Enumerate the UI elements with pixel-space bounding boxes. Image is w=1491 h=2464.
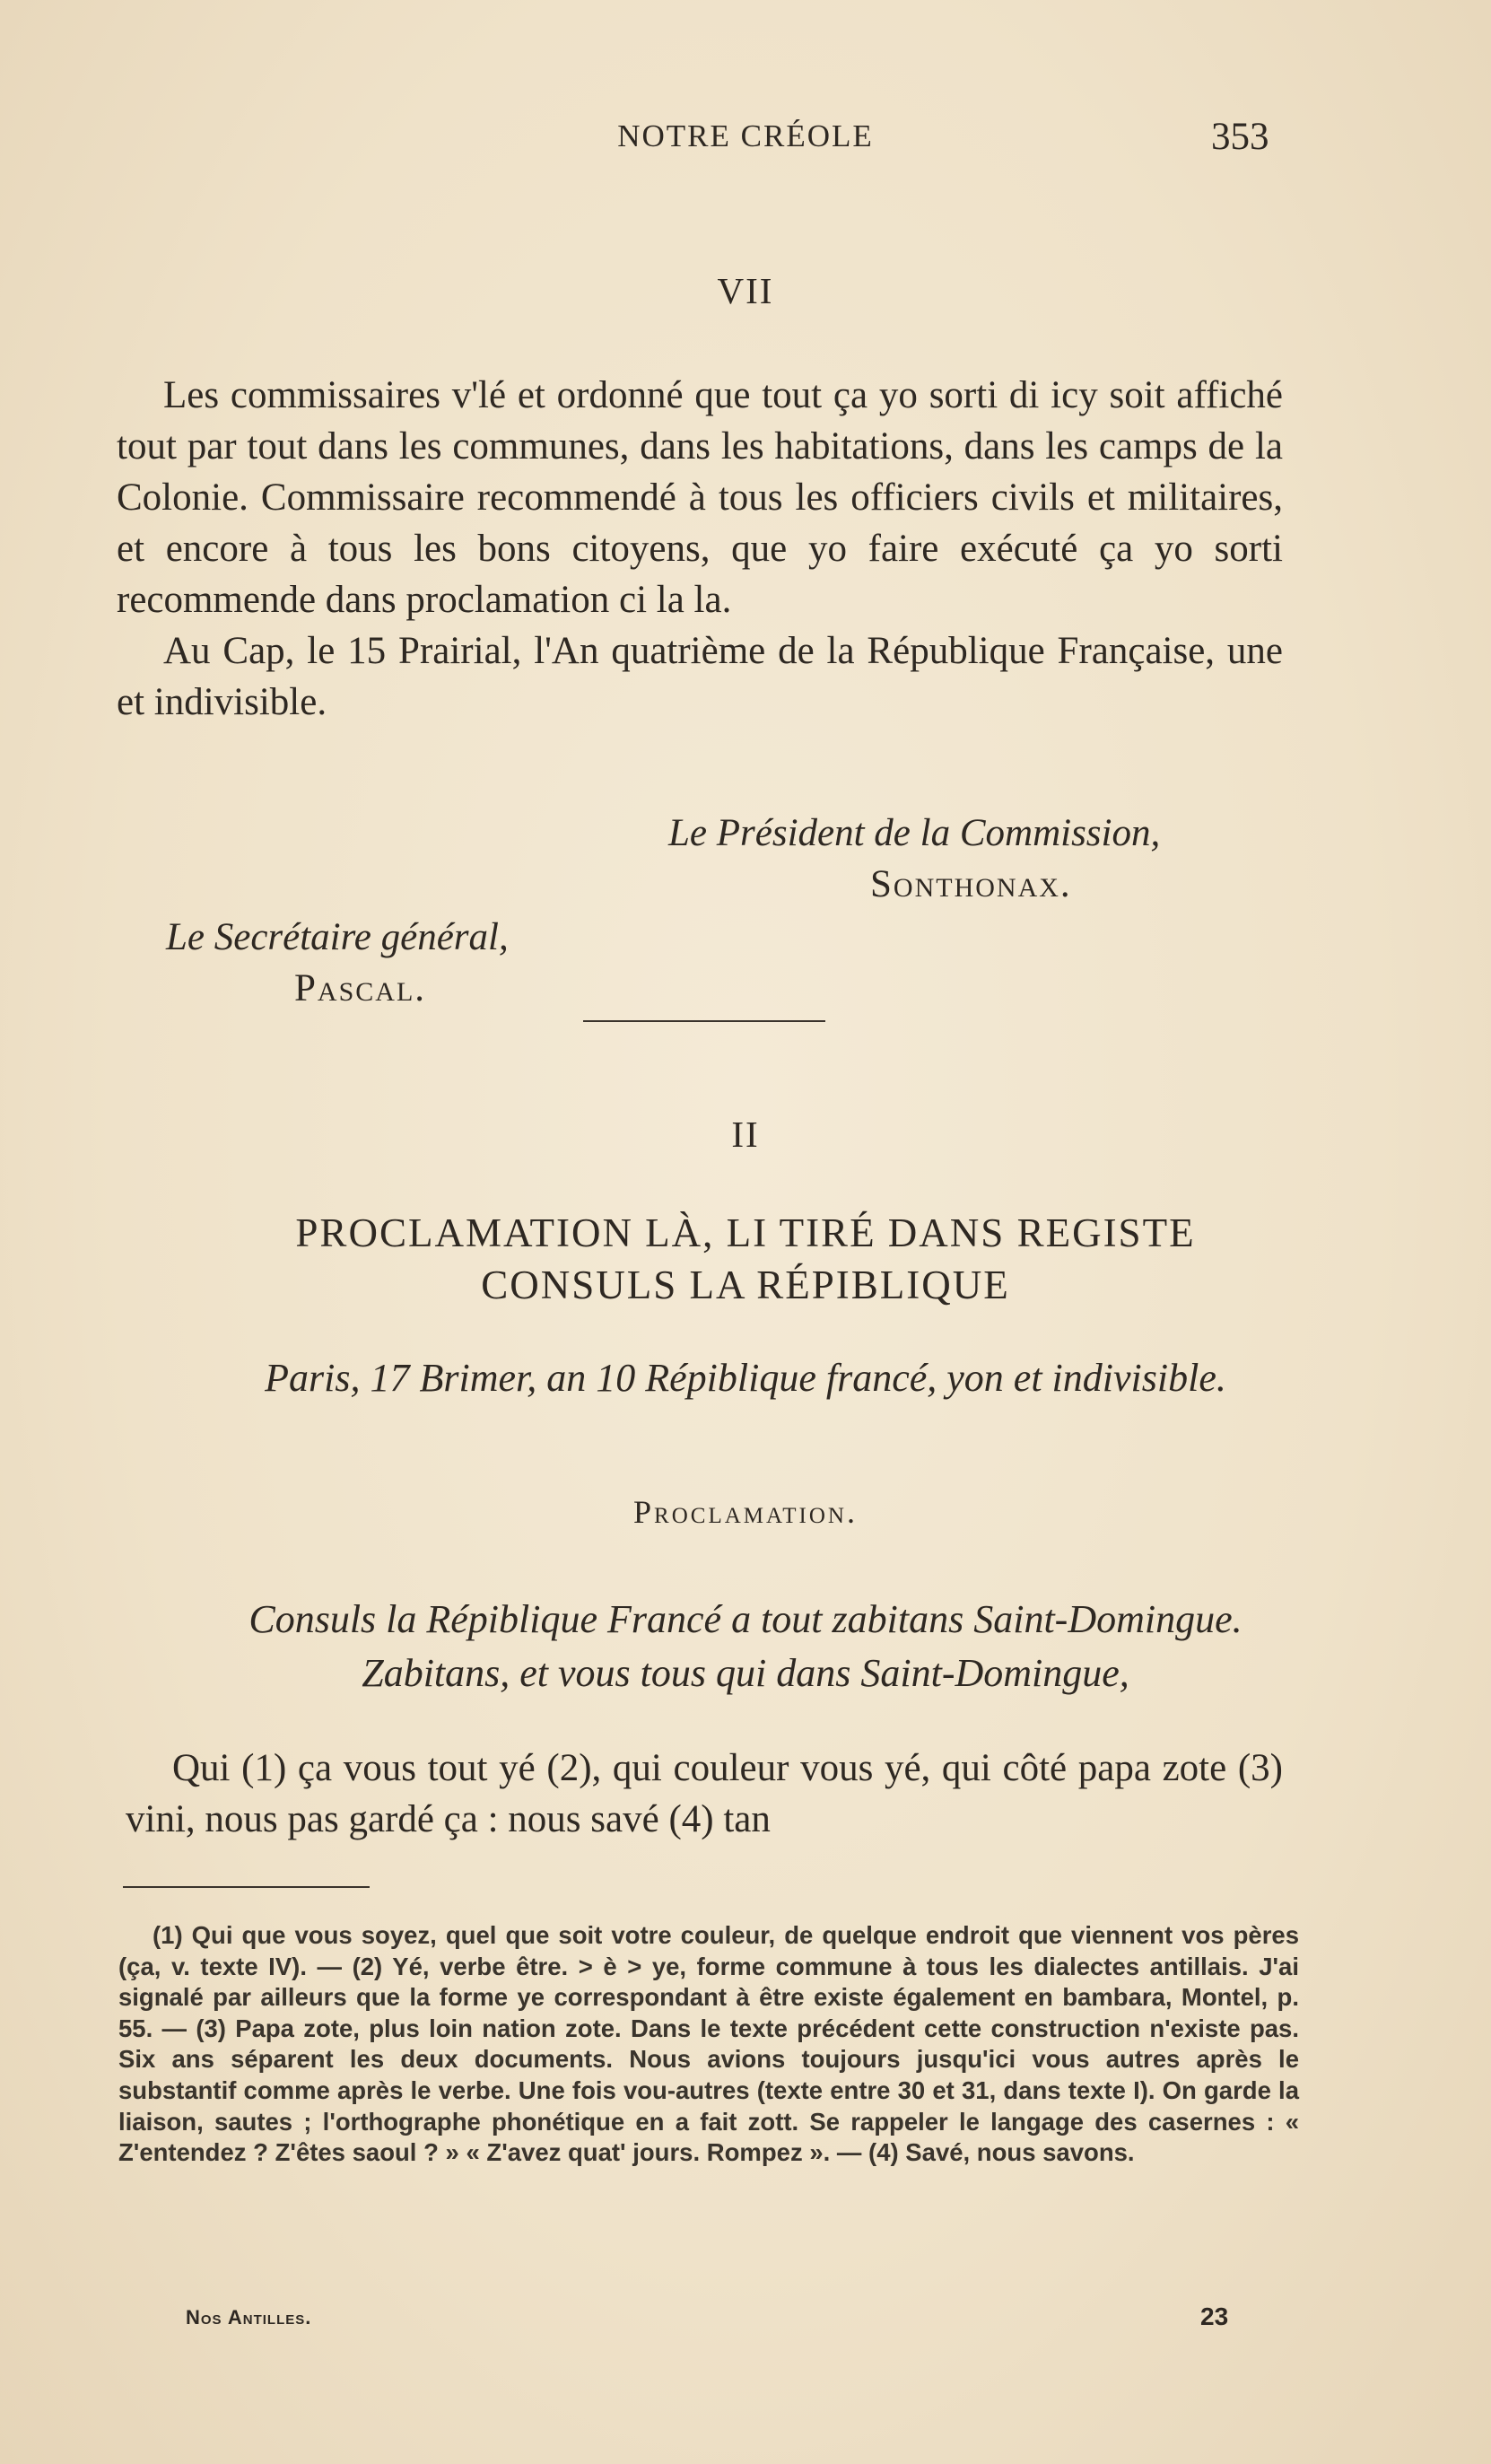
proclamation-heading <box>0 1207 1491 1311</box>
address-line-2: Zabitans, et vous tous qui dans Saint-Domingue, <box>362 1651 1129 1695</box>
running-head <box>0 115 1491 160</box>
secretary-signature <box>166 912 704 1014</box>
address <box>0 1593 1491 1700</box>
proclamation-label: Proclamation. <box>633 1494 858 1530</box>
address-line-1: Consuls la Répiblique Francé a tout zabitans Saint-Domingue. <box>248 1597 1242 1641</box>
section-divider <box>583 1020 825 1022</box>
printer-signature-right: 23 <box>1200 2302 1229 2330</box>
printer-signature-left: Nos Antilles. <box>186 2306 312 2329</box>
page-number: 353 <box>1211 116 1269 158</box>
heading-line-1: PROCLAMATION LÀ, LI TIRÉ DANS REGISTE <box>295 1210 1196 1255</box>
section-vii-paragraph-1: Les commissaires v'lé et ordonné que tout ça yo sorti di icy soit affiché tout par tout dans les communes, dans les habitations, dans les camps de la Colonie. Commissaire recommendé à tous les officiers civils et militaires, et encore à tous les bons citoyens, que yo faire exécuté ça yo sorti recommende dans proclamation ci la la. <box>117 374 1283 621</box>
secretary-name: Pascal. <box>294 967 427 1009</box>
section-ii-body <box>126 1743 1283 1845</box>
heading-line-2: CONSULS LA RÉPIBLIQUE <box>481 1263 1010 1307</box>
section-numeral-ii: II <box>731 1114 760 1155</box>
footnote-rule <box>123 1886 370 1888</box>
section-vii-body <box>117 370 1283 728</box>
section-numeral-vii: VII <box>717 270 774 311</box>
president-title: Le Président de la Commission, <box>668 812 1161 854</box>
section-ii-paragraph-1: Qui (1) ça vous tout yé (2), qui couleur vous yé, qui côté papa zote (3) vini, nous pas gardé ça : nous savé (4) tan <box>126 1747 1283 1840</box>
running-title: NOTRE CRÉOLE <box>617 118 874 153</box>
president-name: Sonthonax. <box>870 863 1072 905</box>
secretary-title: Le Secrétaire général, <box>166 916 509 958</box>
section-vii-paragraph-2: Au Cap, le 15 Prairial, l'An quatrième de la République Française, une et indivisible. <box>117 630 1283 723</box>
dateline: Paris, 17 Brimer, an 10 Répiblique francé, yon et indivisible. <box>265 1356 1226 1400</box>
footnotes: (1) Qui que vous soyez, quel que soit votre couleur, de quelque endroit que viennent vos pères (ça, v. texte IV). — (2) Yé, verbe être. > è > ye, forme commune à tous les dialectes antillais. J'ai signalé par ailleurs que la forme ye correspondant à être existe également en bambara, Montel, p. 55. — (3) Papa zote, plus loin nation zote. Dans le texte précédent cette construction n'existe pas. Six ans séparent les deux documents. Nous avions toujours jusqu'ici vous autres après le substantif comme après le verbe. Une fois vou-autres (texte entre 30 et 31, dans texte I). On garde la liaison, sautes ; l'orthographe phonétique en a fait zott. Se rappeler le langage des casernes : « Z'entendez ? Z'êtes saoul ? » « Z'avez quat' jours. Rompez ». — (4) Savé, nous savons. <box>118 1921 1299 2167</box>
president-signature <box>668 808 1386 910</box>
